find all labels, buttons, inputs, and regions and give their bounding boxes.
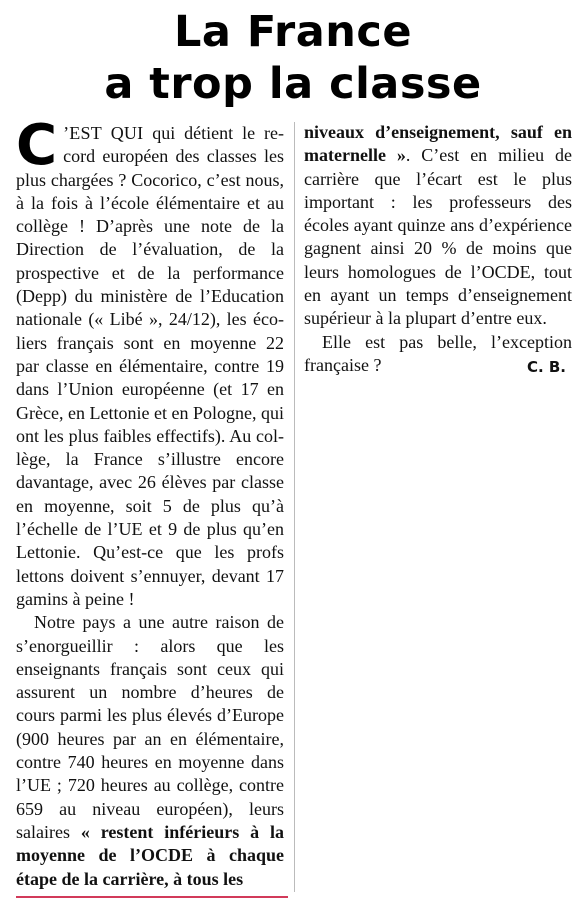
drop-cap: C xyxy=(16,113,58,178)
paragraph-3 xyxy=(304,331,572,378)
column-divider xyxy=(294,122,295,892)
author-signature: C. B. xyxy=(526,357,566,376)
paragraph-2-quote-cont: niveaux d’enseignement, sauf en maternelle » xyxy=(304,122,572,166)
bottom-rule xyxy=(16,896,288,898)
paragraph-2-continued xyxy=(304,121,572,331)
paragraph-2-text: Notre pays a une autre raison de s’enorgueillir : alors que les enseignants français sont ceux qui assurent un nombre d’heures de cours parmi les plus élevés d’Europe (900 heures par an en élémentaire, contre 740 heures en moyenne dans l’UE ; 720 heures au collège, contre 659 au niveau européen), leurs salaires xyxy=(16,612,284,842)
headline-line-2: a trop la classe xyxy=(104,59,482,109)
article-headline xyxy=(0,6,586,110)
headline-line-1: La France xyxy=(174,7,412,57)
paragraph-3-text: Elle est pas belle, l’exception française ? xyxy=(304,331,572,375)
paragraph-2-text-end-cont: . C’est en milieu de carrière que l’écart est le plus important : les professeurs des écoles ayant quinze ans d’expérience gagnent ainsi 20 % de moins que leurs homologues de l’OCDE, tout en ayant un temps d’enseignement supérieur à la plupart d’entre eux. xyxy=(304,145,572,329)
lead-caps: ’EST QUI xyxy=(63,123,144,143)
paragraph-2 xyxy=(16,611,284,891)
paragraph-2-quote: « restent inférieurs à la moyenne de l’OCDE à chaque étape de la carrière, à tous les xyxy=(16,821,284,889)
article-column-2 xyxy=(304,121,572,379)
paragraph-1-text: qui détient le record européen des classes les plus chargées ? Cocorico, c’est nous, à la fois à l’école élémentaire et au collège ! D’après une note de la Direction de l’évaluation, de la prospective et de la performance (Depp) du ministère de l’Education nationale (« Libé », 24/12), les écoliers français sont en moyenne 22 par classe en élémentaire, contre 19 dans l’Union européenne (et 17 en Grèce, en Lettonie et en Pologne, qui ont les plus faibles effectifs). Au collège, la France s’illustre encore davantage, avec 26 élèves par classe en moyenne, soit 5 de plus qu’à l’échelle de l’UE et 9 de plus qu’en Lettonie. Qu’est-ce que les profs lettons doivent s’ennuyer, devant 17 gamins à peine ! xyxy=(16,123,284,609)
paragraph-1 xyxy=(16,113,284,611)
article-column-1 xyxy=(16,113,284,891)
